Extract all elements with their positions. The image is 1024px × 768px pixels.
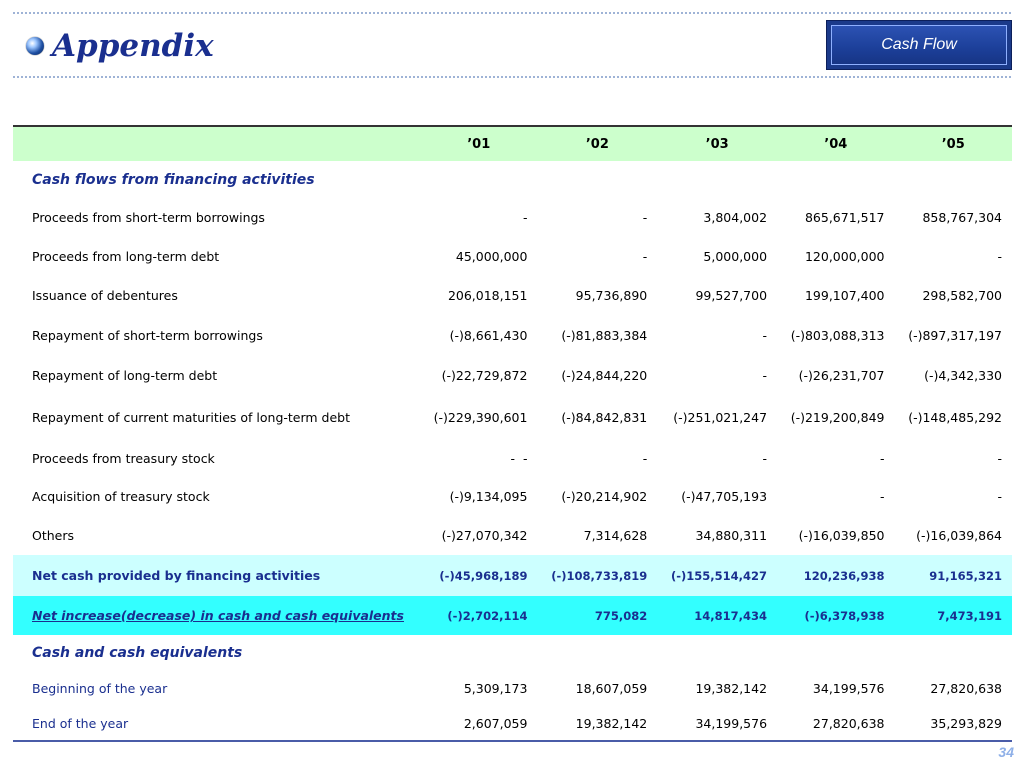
cell-value: - [642, 450, 648, 466]
cell-value: 120,000,000 [804, 249, 885, 264]
row-label: Net cash provided by financing activities [13, 555, 420, 596]
cell-value: (-)155,514,427 [657, 555, 777, 596]
row-label: End of the year [32, 715, 129, 731]
cell-value: 5,309,173 [463, 681, 528, 696]
table-row [13, 395, 1012, 439]
section-row-financing [13, 161, 1012, 198]
page-number: 34 [998, 744, 1014, 760]
cell-value: 27,820,638 [812, 715, 885, 731]
cash-flow-table [13, 125, 1012, 742]
section-row-cash [13, 635, 1012, 671]
cell-value: (-)9,134,095 [449, 488, 528, 504]
cell-value: - [642, 210, 648, 225]
section-badge-label: Cash Flow [831, 25, 1007, 65]
cell-value: 7,314,628 [583, 527, 648, 543]
cell-value: 35,293,829 [930, 715, 1002, 731]
row-label: Proceeds from long-term debt [32, 249, 220, 264]
cell-value: 18,607,059 [575, 681, 648, 696]
title-area [26, 28, 214, 64]
cell-value: (-)47,705,193 [681, 488, 768, 504]
column-header: ’03 [657, 126, 777, 161]
cell-value: 34,880,311 [695, 527, 768, 543]
section-title: Cash and cash equivalents [32, 645, 243, 661]
table-row [13, 477, 1012, 515]
cell-value: (-)219,200,849 [790, 409, 885, 425]
table-row [13, 439, 1012, 477]
cell-value: (-)84,842,831 [561, 409, 648, 425]
cell-value: (-)148,485,292 [908, 409, 1002, 425]
cell-value: - [762, 327, 768, 343]
row-label: Issuance of debentures [32, 288, 178, 303]
cell-value: (-)22,729,872 [441, 367, 528, 383]
column-header: ’01 [420, 126, 537, 161]
cell-value: 34,199,576 [695, 715, 768, 731]
cell-value: (-)81,883,384 [561, 327, 648, 343]
cell-value: - [522, 210, 528, 225]
cell-value: (-)6,378,938 [777, 596, 894, 635]
cell-value: 91,165,321 [895, 555, 1013, 596]
column-header: ’02 [537, 126, 657, 161]
table-row [13, 515, 1012, 555]
cell-value: (-)108,733,819 [537, 555, 657, 596]
cell-value: - [879, 450, 885, 466]
cell-value: - [879, 488, 885, 504]
cell-value: 206,018,151 [447, 288, 528, 303]
cell-value: (-)27,070,342 [441, 527, 528, 543]
cell-value: 19,382,142 [575, 715, 648, 731]
row-label: Repayment of long-term debt [32, 367, 218, 383]
header-blank-cell [13, 126, 420, 161]
cell-value: 19,382,142 [695, 681, 768, 696]
cell-value: (-)24,844,220 [561, 367, 648, 383]
cell-value: - [997, 450, 1002, 466]
section-badge [826, 20, 1012, 70]
cell-value: (-)897,317,197 [908, 327, 1002, 343]
cell-value: 865,671,517 [804, 210, 885, 225]
net-increase-row [13, 596, 1012, 635]
cell-value: 199,107,400 [804, 288, 885, 303]
globe-bullet-icon [26, 37, 44, 55]
row-label: Proceeds from short-term borrowings [32, 210, 265, 225]
table-row [13, 706, 1012, 741]
row-label: Others [32, 527, 75, 543]
net-financing-row [13, 555, 1012, 596]
cell-value: 5,000,000 [703, 249, 768, 264]
row-label: Repayment of short-term borrowings [32, 327, 263, 343]
cell-value: 3,804,002 [703, 210, 768, 225]
cell-value: 95,736,890 [575, 288, 648, 303]
cell-value: 120,236,938 [777, 555, 894, 596]
cell-value: 858,767,304 [922, 210, 1002, 225]
row-label: Net increase(decrease) in cash and cash equivalents [13, 596, 420, 635]
cell-value: - [642, 249, 648, 264]
cell-value: 775,082 [537, 596, 657, 635]
table-row [13, 237, 1012, 276]
cell-value: 45,000,000 [455, 249, 528, 264]
cell-value: (-)8,661,430 [449, 327, 528, 343]
row-label: Repayment of current maturities of long-term debt [32, 409, 351, 425]
top-dotted-divider [13, 12, 1011, 14]
cell-value: 14,817,434 [657, 596, 777, 635]
cell-value: (-)16,039,864 [916, 527, 1002, 543]
cell-value: (-)16,039,850 [798, 527, 885, 543]
header-dotted-divider [13, 76, 1011, 78]
cell-value: (-)45,968,189 [420, 555, 537, 596]
column-header: ’04 [777, 126, 894, 161]
cell-value: 27,820,638 [930, 681, 1002, 696]
column-header: ’05 [895, 126, 1013, 161]
cell-value: 99,527,700 [695, 288, 768, 303]
cell-value: (-)2,702,114 [420, 596, 537, 635]
cell-value: (-)251,021,247 [673, 409, 768, 425]
row-label: Proceeds from treasury stock [32, 450, 215, 466]
table-header-row [13, 126, 1012, 161]
cell-value: 7,473,191 [895, 596, 1013, 635]
table-row [13, 276, 1012, 315]
table-row [13, 671, 1012, 706]
cell-value: (-)4,342,330 [924, 367, 1002, 383]
cell-value: - [997, 488, 1002, 504]
cell-value: (-)26,231,707 [798, 367, 885, 383]
cell-value: 2,607,059 [463, 715, 528, 731]
table-row [13, 198, 1012, 237]
cell-value: 298,582,700 [922, 288, 1002, 303]
cell-value: (-)20,214,902 [561, 488, 648, 504]
cell-value: (-)229,390,601 [433, 409, 528, 425]
cell-value: - [762, 450, 768, 466]
cell-value: - [762, 367, 768, 383]
cell-value: - [997, 249, 1002, 264]
row-label: Beginning of the year [32, 681, 168, 696]
table-row [13, 355, 1012, 395]
cell-value: 34,199,576 [812, 681, 885, 696]
cell-value: - - [510, 450, 528, 466]
section-title: Cash flows from financing activities [32, 171, 315, 188]
row-label: Acquisition of treasury stock [32, 488, 210, 504]
cell-value: (-)803,088,313 [790, 327, 885, 343]
table-row [13, 315, 1012, 355]
page-title: Appendix [52, 28, 214, 64]
